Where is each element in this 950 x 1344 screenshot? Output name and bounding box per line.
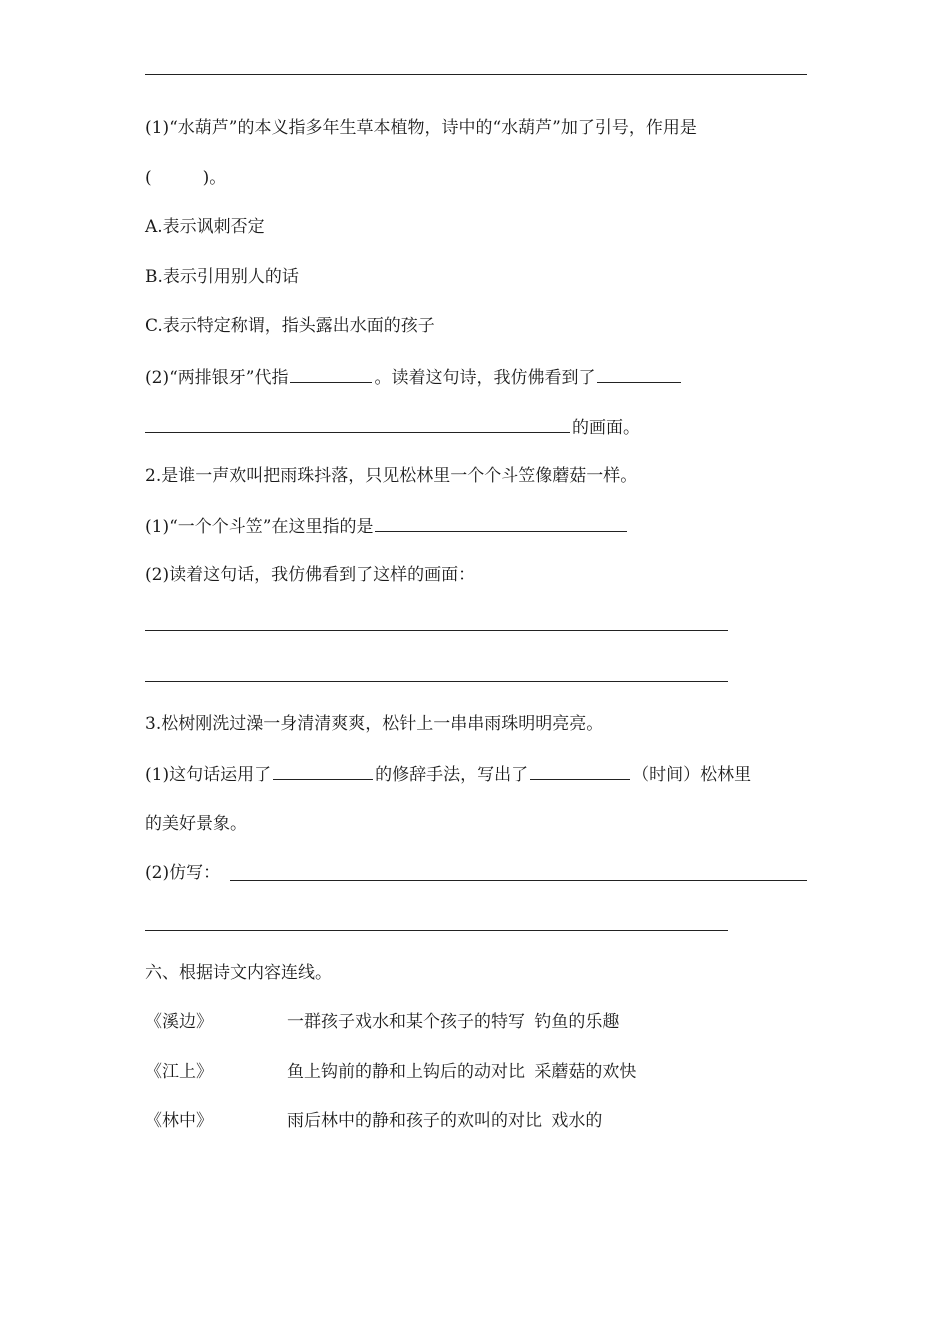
answer-line[interactable]: [145, 681, 728, 682]
answer-blank[interactable]: [145, 416, 570, 433]
theme-text[interactable]: 钓鱼的乐趣: [534, 1012, 620, 1032]
answer-line-top[interactable]: [145, 74, 807, 75]
answer-blank[interactable]: [290, 366, 372, 383]
poem-description[interactable]: [287, 1061, 636, 1083]
answer-blank[interactable]: [375, 515, 627, 532]
q3-sub2-line: [145, 862, 220, 884]
answer-blank[interactable]: [273, 763, 373, 780]
theme-text[interactable]: 戏水的: [551, 1111, 603, 1131]
q3-sub2-prompt: (2)仿写：: [145, 863, 221, 883]
q2-sub2-prompt: (2)读着这句话，我仿佛看到了这样的画面：: [145, 565, 476, 585]
answer-line[interactable]: [145, 630, 728, 631]
q2-sub1-prompt: (1)“一个个斗笠”在这里指的是: [145, 517, 374, 537]
q1-option-c[interactable]: C.表示特定称谓，指头露出水面的孩子: [145, 316, 435, 336]
q3-sub1-middle: 的修辞手法，写出了: [375, 765, 529, 785]
q1-sub2-line2: [145, 416, 640, 439]
answer-line[interactable]: [230, 880, 807, 881]
poem-title[interactable]: 《林中》: [145, 1111, 213, 1131]
q1-sub1-line2[interactable]: ( )。: [145, 168, 227, 188]
description-text: 鱼上钩前的静和上钩后的动对比: [287, 1062, 525, 1082]
q1-option-a[interactable]: A.表示讽刺否定: [145, 217, 265, 237]
section6-title: 六、根据诗文内容连线。: [145, 963, 332, 983]
q1-sub2-middle: 。读着这句诗，我仿佛看到了: [374, 368, 596, 388]
theme-text[interactable]: 采蘑菇的欢快: [534, 1062, 637, 1082]
q1-sub2-line: [145, 366, 683, 389]
q1-option-b[interactable]: B.表示引用别人的话: [145, 267, 299, 287]
q3-sub1-line: [145, 763, 751, 786]
q1-sub1-line1: (1)“水葫芦”的本义指多年生草本植物，诗中的“水葫芦”加了引号，作用是: [145, 118, 697, 138]
description-text: 雨后林中的静和孩子的欢叫的对比: [287, 1111, 542, 1131]
poem-title[interactable]: 《溪边》: [145, 1012, 213, 1032]
q2-stem: 2.是谁一声欢叫把雨珠抖落，只见松林里一个个斗笠像蘑菇一样。: [145, 466, 638, 486]
q3-stem: 3.松树刚洗过澡一身清清爽爽，松针上一串串雨珠明明亮亮。: [145, 714, 604, 734]
poem-description[interactable]: [287, 1011, 619, 1033]
description-text: 一群孩子戏水和某个孩子的特写: [287, 1012, 525, 1032]
q1-sub2-prefix: (2)“两排银牙”代指: [145, 368, 289, 388]
q1-sub2-suffix: 的画面。: [572, 418, 640, 438]
q2-sub1-line: [145, 515, 629, 538]
q3-sub1-line2: 的美好景象。: [145, 814, 247, 834]
poem-title[interactable]: 《江上》: [145, 1062, 213, 1082]
answer-blank[interactable]: [530, 763, 630, 780]
answer-blank[interactable]: [597, 366, 681, 383]
q3-sub1-suffix: （时间）松林里: [632, 765, 752, 785]
answer-line[interactable]: [145, 930, 728, 931]
poem-description[interactable]: [287, 1110, 602, 1132]
q3-sub1-prefix: (1)这句话运用了: [145, 765, 272, 785]
